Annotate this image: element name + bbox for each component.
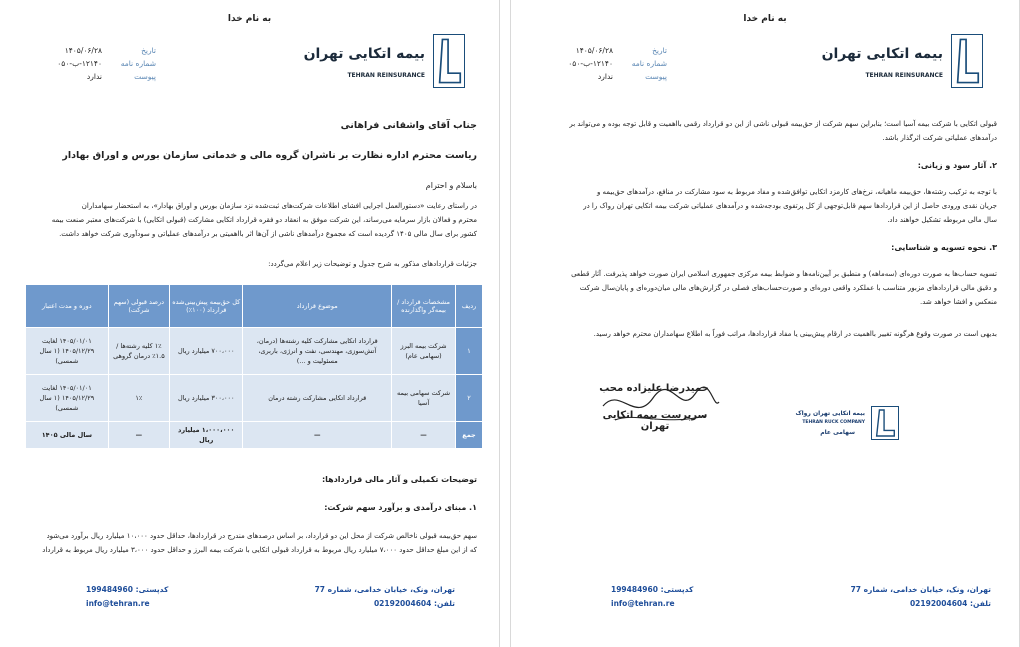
section-1-line-1: سهم حق‌بیمه قبولی ناخالص شرکت از محل این دو قرارداد، بر اساس درصدهای مندرج در قراردادها، حداقل حدود ۱۰،۰۰۰ میلیارد ریال برآورد می‌شود	[46, 532, 477, 540]
meta-attachment-label: پیوست	[645, 72, 667, 81]
document-page-2	[510, 0, 1020, 647]
stamp-text-en: TEHRAN RUCK COMPANY	[802, 420, 865, 425]
greeting: باسلام و احترام	[425, 181, 477, 190]
basmala: به نام خدا	[743, 14, 787, 24]
stamp-text-type: سهامی عام	[820, 429, 855, 436]
section-3-line-3: منعکس و افشا خواهد شد.	[920, 298, 997, 306]
section-3-line-2: و دقیق مالی قراردادهای مزبور متناسب با عملکرد واقعی دوره‌ای و صورت‌حساب‌های فصلی در گزارش‌های مالی میان‌دوره‌ای و پایان‌سال شرکت	[579, 284, 997, 292]
footer-address: تهران، ونک، خیابان خدامی، شماره 77	[314, 585, 455, 594]
stamp-logo-icon	[871, 406, 899, 440]
logo-text-fa: بیمه اتکایی تهران	[303, 46, 425, 62]
section-2-line-3: سال مالی مربوطه تشکیل خواهند داد.	[887, 216, 997, 224]
footer-address-block	[315, 583, 455, 611]
meta-attachment-label: پیوست	[134, 72, 156, 81]
logo-text-en: TEHRAN REINSURANCE	[347, 72, 425, 79]
recipient-name: جناب آقای واشقانی فراهانی	[340, 120, 477, 131]
meta-row-attachment	[557, 70, 667, 83]
company-logo	[285, 34, 465, 90]
document-page-1	[0, 0, 500, 647]
handwritten-signature	[595, 376, 725, 432]
continue-line-1: قبولی اتکایی با شرکت بیمه آسیا است؛ بنابراین سهم شرکت از حق‌بیمه قبولی ناشی از این دو قرارداد رقمی بااهمیت و قابل توجه بوده و می‌تواند بر	[569, 120, 997, 128]
meta-number-label: شماره نامه	[631, 59, 667, 68]
cell-subject: قرارداد اتکایی مشارکت کلیه رشته‌ها (درمان، آتش‌سوزی، مهندسی، نفت و انرژی، باربری، مسئولیت و ...)	[243, 328, 392, 375]
meta-date-label: تاریخ	[652, 46, 667, 55]
logo-text-en: TEHRAN REINSURANCE	[865, 72, 943, 79]
footer-postcode: کدپستی: 199484960	[611, 585, 694, 594]
cell-period: ۱۴۰۵/۰۱/۰۱ لغایت ۱۴۰۵/۱۲/۲۹ (۱ سال شمسی)	[26, 375, 109, 422]
meta-date-value: ۱۴۰۵/۰۶/۲۸	[64, 46, 102, 55]
section-2-title: ۲. آثار سود و زیانی:	[917, 161, 997, 170]
cell-total-premium: ۱،۰۰۰،۰۰۰ میلیارد ریال	[170, 422, 243, 449]
intro-line-2: محترم و فعالان بازار سرمایه می‌رساند، این شرکت موفق به انعقاد دو فقره قرارداد اتکایی مشارکت (قبولی اتکایی) با شرکت‌های معتبر صنعت بیمه	[51, 216, 477, 224]
closing-line: بدیهی است در صورت وقوع هرگونه تغییر بااهمیت در ارقام پیش‌بینی یا مفاد قراردادها، مراتب فوراً به اطلاع سهامداران محترم خواهد رسید.	[593, 330, 997, 338]
cell-share: ۱٪	[108, 375, 169, 422]
intro-line-1: در راستای رعایت «دستورالعمل اجرایی افشای اطلاعات شرکت‌های ثبت‌شده نزد سازمان بورس و اوراق بهادار»، به استحضار سهامداران	[81, 202, 477, 210]
table-intro: جزئیات قراردادهای مذکور به شرح جدول و توضیحات زیر اعلام می‌گردد:	[268, 260, 477, 268]
meta-row-date	[557, 44, 667, 57]
stamp-text-fa: بیمه اتکایی تهران رواک	[795, 410, 865, 417]
section-2-line-2: جریان نقدی ورودی حاصل از این قراردادها سهم قابل‌توجهی از کل پرتفوی بودجه‌شده و درآمدهای عملیاتی شرکت بیمه اتکایی تهران رواک را در	[583, 202, 997, 210]
header-premium: کل حق‌بیمه پیش‌بینی‌شده قرارداد (۱۰۰٪)	[170, 285, 243, 328]
meta-number-label: شماره نامه	[120, 59, 156, 68]
table-header-row	[26, 285, 483, 328]
contracts-table	[25, 284, 483, 449]
cell-total-party: —	[392, 422, 456, 449]
cell-num: ۲	[456, 375, 483, 422]
cell-share: ۱٪ کلیه رشته‌ها / ۱.۵٪ درمان گروهی	[108, 328, 169, 375]
header-subject: موضوع قرارداد	[243, 285, 392, 328]
footer-email[interactable]: info@tehran.re	[86, 599, 150, 608]
header-party: مشخصات قرارداد / بیمه‌گر واگذارنده	[392, 285, 456, 328]
header-share: درصد قبولی (سهم شرکت)	[108, 285, 169, 328]
meta-date-value: ۱۴۰۵/۰۶/۲۸	[575, 46, 613, 55]
continue-line-2: درآمدهای عملیاتی شرکت اثرگذار باشد.	[882, 134, 997, 142]
logo-mark-icon	[433, 34, 465, 88]
header-period: دوره و مدت اعتبار	[26, 285, 109, 328]
meta-date-label: تاریخ	[141, 46, 156, 55]
footer-phone: تلفن: 02192004604	[373, 599, 455, 608]
meta-attachment-value: ندارد	[597, 72, 613, 81]
logo-mark-icon	[951, 34, 983, 88]
cell-total-share: —	[108, 422, 169, 449]
cell-subject: قرارداد اتکایی مشارکت رشته درمان	[243, 375, 392, 422]
footer-address: تهران، ونک، خیابان خدامی، شماره 77	[850, 585, 991, 594]
meta-attachment-value: ندارد	[86, 72, 102, 81]
letter-meta	[46, 44, 156, 83]
signer-title: سرپرست بیمه اتکایی تهران	[602, 410, 708, 432]
footer-phone: تلفن: 02192004604	[909, 599, 991, 608]
meta-row-date	[46, 44, 156, 57]
section-3-title: ۳. نحوه تسویه و شناسایی:	[891, 243, 997, 252]
table-row	[26, 375, 483, 422]
logo-text-fa: بیمه اتکایی تهران	[821, 46, 943, 62]
footer-contact-block	[86, 583, 168, 611]
header-row-num: ردیف	[456, 285, 483, 328]
section-3-line-1: تسویه حساب‌ها به صورت دوره‌ای (سه‌ماهه) و منطبق بر آیین‌نامه‌ها و ضوابط بیمه مرکزی جمهوری اسلامی ایران صورت خواهد پذیرفت. آثار قطعی	[571, 270, 997, 278]
footer-address-block	[851, 583, 991, 611]
cell-num: ۱	[456, 328, 483, 375]
cell-total-period: سال مالی ۱۴۰۵	[26, 422, 109, 449]
footer-postcode: کدپستی: 199484960	[86, 585, 169, 594]
cell-premium: ۷۰۰،۰۰۰ میلیارد ریال	[170, 328, 243, 375]
recipient-title: ریاست محترم اداره نظارت بر ناشران گروه مالی و خدماتی سازمان بورس و اوراق بهادار	[62, 150, 477, 161]
basmala: به نام خدا	[227, 14, 272, 24]
meta-row-number	[557, 57, 667, 70]
cell-premium: ۳۰۰،۰۰۰ میلیارد ریال	[170, 375, 243, 422]
meta-number-value: ۱۲۱۴۰-ب-۰۵۰	[568, 59, 613, 68]
cell-period: ۱۴۰۵/۰۱/۰۱ لغایت ۱۴۰۵/۱۲/۲۹ (۱ سال شمسی)	[26, 328, 109, 375]
meta-row-number	[46, 57, 156, 70]
company-stamp	[779, 402, 899, 444]
signer-name: حمیدرضا علیزاده محب	[599, 383, 709, 394]
cell-party: شرکت سهامی بیمه آسیا	[392, 375, 456, 422]
footer-email[interactable]: info@tehran.re	[611, 599, 675, 608]
cell-party: شرکت بیمه البرز (سهامی عام)	[392, 328, 456, 375]
meta-row-attachment	[46, 70, 156, 83]
section-1-title: ۱. مبنای درآمدی و برآورد سهم شرکت:	[324, 503, 477, 512]
table-row	[26, 328, 483, 375]
letter-meta	[557, 44, 667, 83]
cell-total-label: جمع	[456, 422, 483, 449]
cell-total-subject: —	[243, 422, 392, 449]
section-title: توضیحات تکمیلی و آثار مالی قراردادها:	[321, 475, 477, 484]
intro-line-3: کشور برای سال مالی ۱۴۰۵ گردیده است که مجموع درآمدهای ناشی از آن‌ها اثر بااهمیتی بر درآمدهای عملیاتی و سودآوری شرکت خواهد داشت.	[59, 230, 477, 238]
section-1-line-2: که از این مبلغ حداقل حدود ۷،۰۰۰ میلیارد ریال مربوط به قرارداد قبولی اتکایی با شرکت بیمه البرز و حداقل حدود ۳،۰۰۰ میلیارد ریال مربوط به قرارداد	[42, 546, 477, 554]
table-total-row	[26, 422, 483, 449]
footer-contact-block	[611, 583, 693, 611]
meta-number-value: ۱۲۱۴۰-ب-۰۵۰	[57, 59, 102, 68]
section-2-line-1: با توجه به ترکیب رشته‌ها، حق‌بیمه ماهیانه، نرخ‌های کارمزد اتکایی توافق‌شده و مفاد مربوط به سود مشارکت در منافع، درآمدهای حق‌بیمه و	[596, 188, 997, 196]
company-logo	[803, 34, 983, 90]
